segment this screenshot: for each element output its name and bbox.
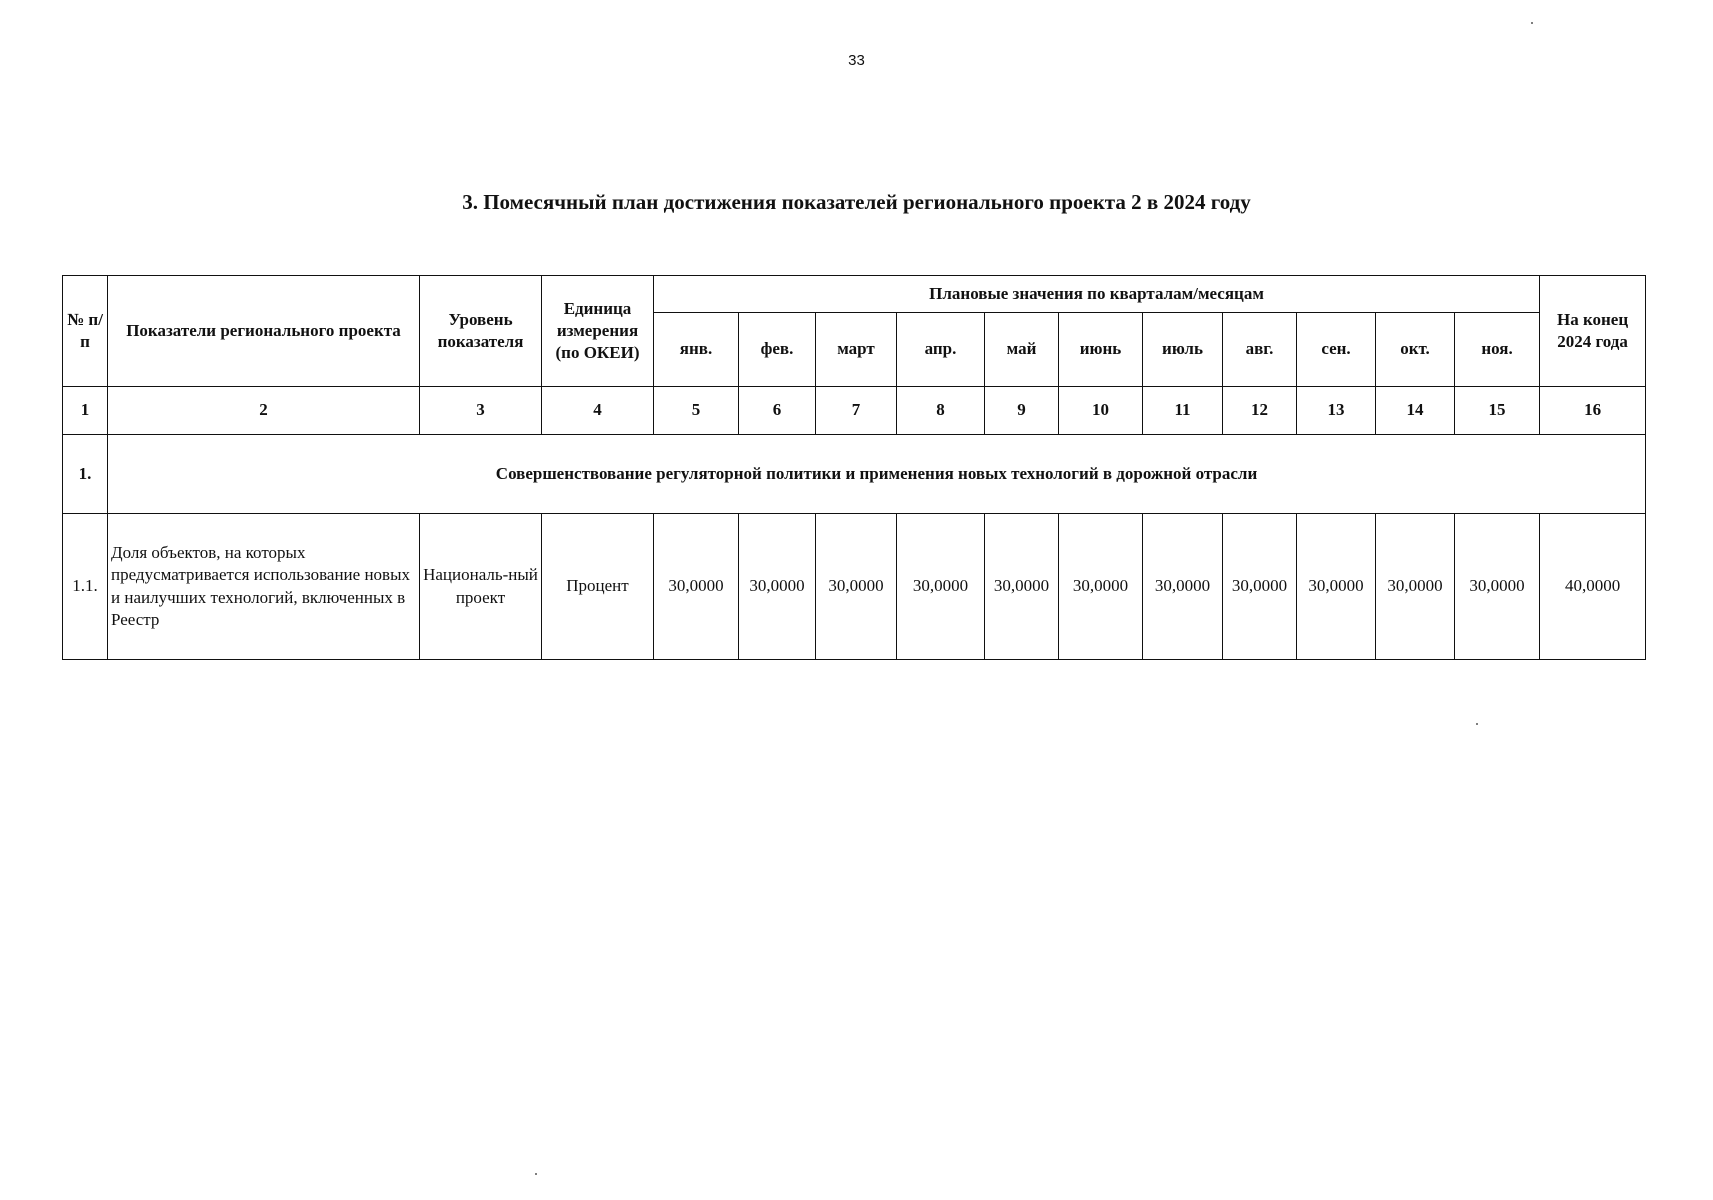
header-month: сен.: [1297, 313, 1376, 387]
header-month: апр.: [897, 313, 985, 387]
header-month: янв.: [654, 313, 739, 387]
column-number: 8: [897, 387, 985, 435]
table-row: [63, 514, 1646, 660]
column-number: 16: [1540, 387, 1646, 435]
monthly-value: 30,0000: [1297, 514, 1376, 660]
header-indicator: Показатели регионального проекта: [108, 276, 420, 387]
scan-speck: [1531, 22, 1533, 24]
unit-of-measure: Процент: [542, 514, 654, 660]
monthly-value: 30,0000: [985, 514, 1059, 660]
header-year-end: На конец 2024 года: [1540, 276, 1646, 387]
section-title: Совершенствование регуляторной политики и применения новых технологий в дорожной отрасли: [108, 435, 1646, 514]
column-number: 11: [1143, 387, 1223, 435]
column-number: 14: [1376, 387, 1455, 435]
column-number: 6: [739, 387, 816, 435]
header-month: июнь: [1059, 313, 1143, 387]
section-row: [63, 435, 1646, 514]
monthly-value: 30,0000: [1143, 514, 1223, 660]
column-number: 10: [1059, 387, 1143, 435]
monthly-value: 30,0000: [816, 514, 897, 660]
column-number: 5: [654, 387, 739, 435]
indicator-level: Националь-ный проект: [420, 514, 542, 660]
header-month: авг.: [1223, 313, 1297, 387]
column-number: 4: [542, 387, 654, 435]
indicator-name: Доля объектов, на которых предусматривается использование новых и наилучших технологий, включенных в Реестр: [108, 514, 420, 660]
monthly-value: 30,0000: [739, 514, 816, 660]
column-number: 3: [420, 387, 542, 435]
monthly-value: 30,0000: [1059, 514, 1143, 660]
monthly-value: 30,0000: [1376, 514, 1455, 660]
header-level: Уровень показателя: [420, 276, 542, 387]
header-month: фев.: [739, 313, 816, 387]
monthly-value: 30,0000: [1223, 514, 1297, 660]
header-month: май: [985, 313, 1059, 387]
scan-speck: [1476, 723, 1478, 725]
document-title: 3. Помесячный план достижения показателей регионального проекта 2 в 2024 году: [462, 190, 1251, 214]
page-number: 33: [848, 52, 865, 69]
column-number: 12: [1223, 387, 1297, 435]
monthly-value: 30,0000: [654, 514, 739, 660]
column-number: 15: [1455, 387, 1540, 435]
header-planned-values: Плановые значения по кварталам/месяцам: [654, 276, 1540, 313]
row-number: 1.1.: [63, 514, 108, 660]
monthly-value: 30,0000: [1455, 514, 1540, 660]
monthly-value: 30,0000: [897, 514, 985, 660]
header-unit: Единица измерения (по ОКЕИ): [542, 276, 654, 387]
header-num: № п/п: [63, 276, 108, 387]
column-number-row: [63, 387, 1646, 435]
section-number: 1.: [63, 435, 108, 514]
header-month: март: [816, 313, 897, 387]
column-number: 9: [985, 387, 1059, 435]
column-number: 7: [816, 387, 897, 435]
header-month: июль: [1143, 313, 1223, 387]
header-month: окт.: [1376, 313, 1455, 387]
year-end-value: 40,0000: [1540, 514, 1646, 660]
column-number: 1: [63, 387, 108, 435]
scan-speck: [535, 1173, 537, 1175]
column-number: 13: [1297, 387, 1376, 435]
header-month: ноя.: [1455, 313, 1540, 387]
monthly-plan-table: [62, 275, 1646, 660]
column-number: 2: [108, 387, 420, 435]
